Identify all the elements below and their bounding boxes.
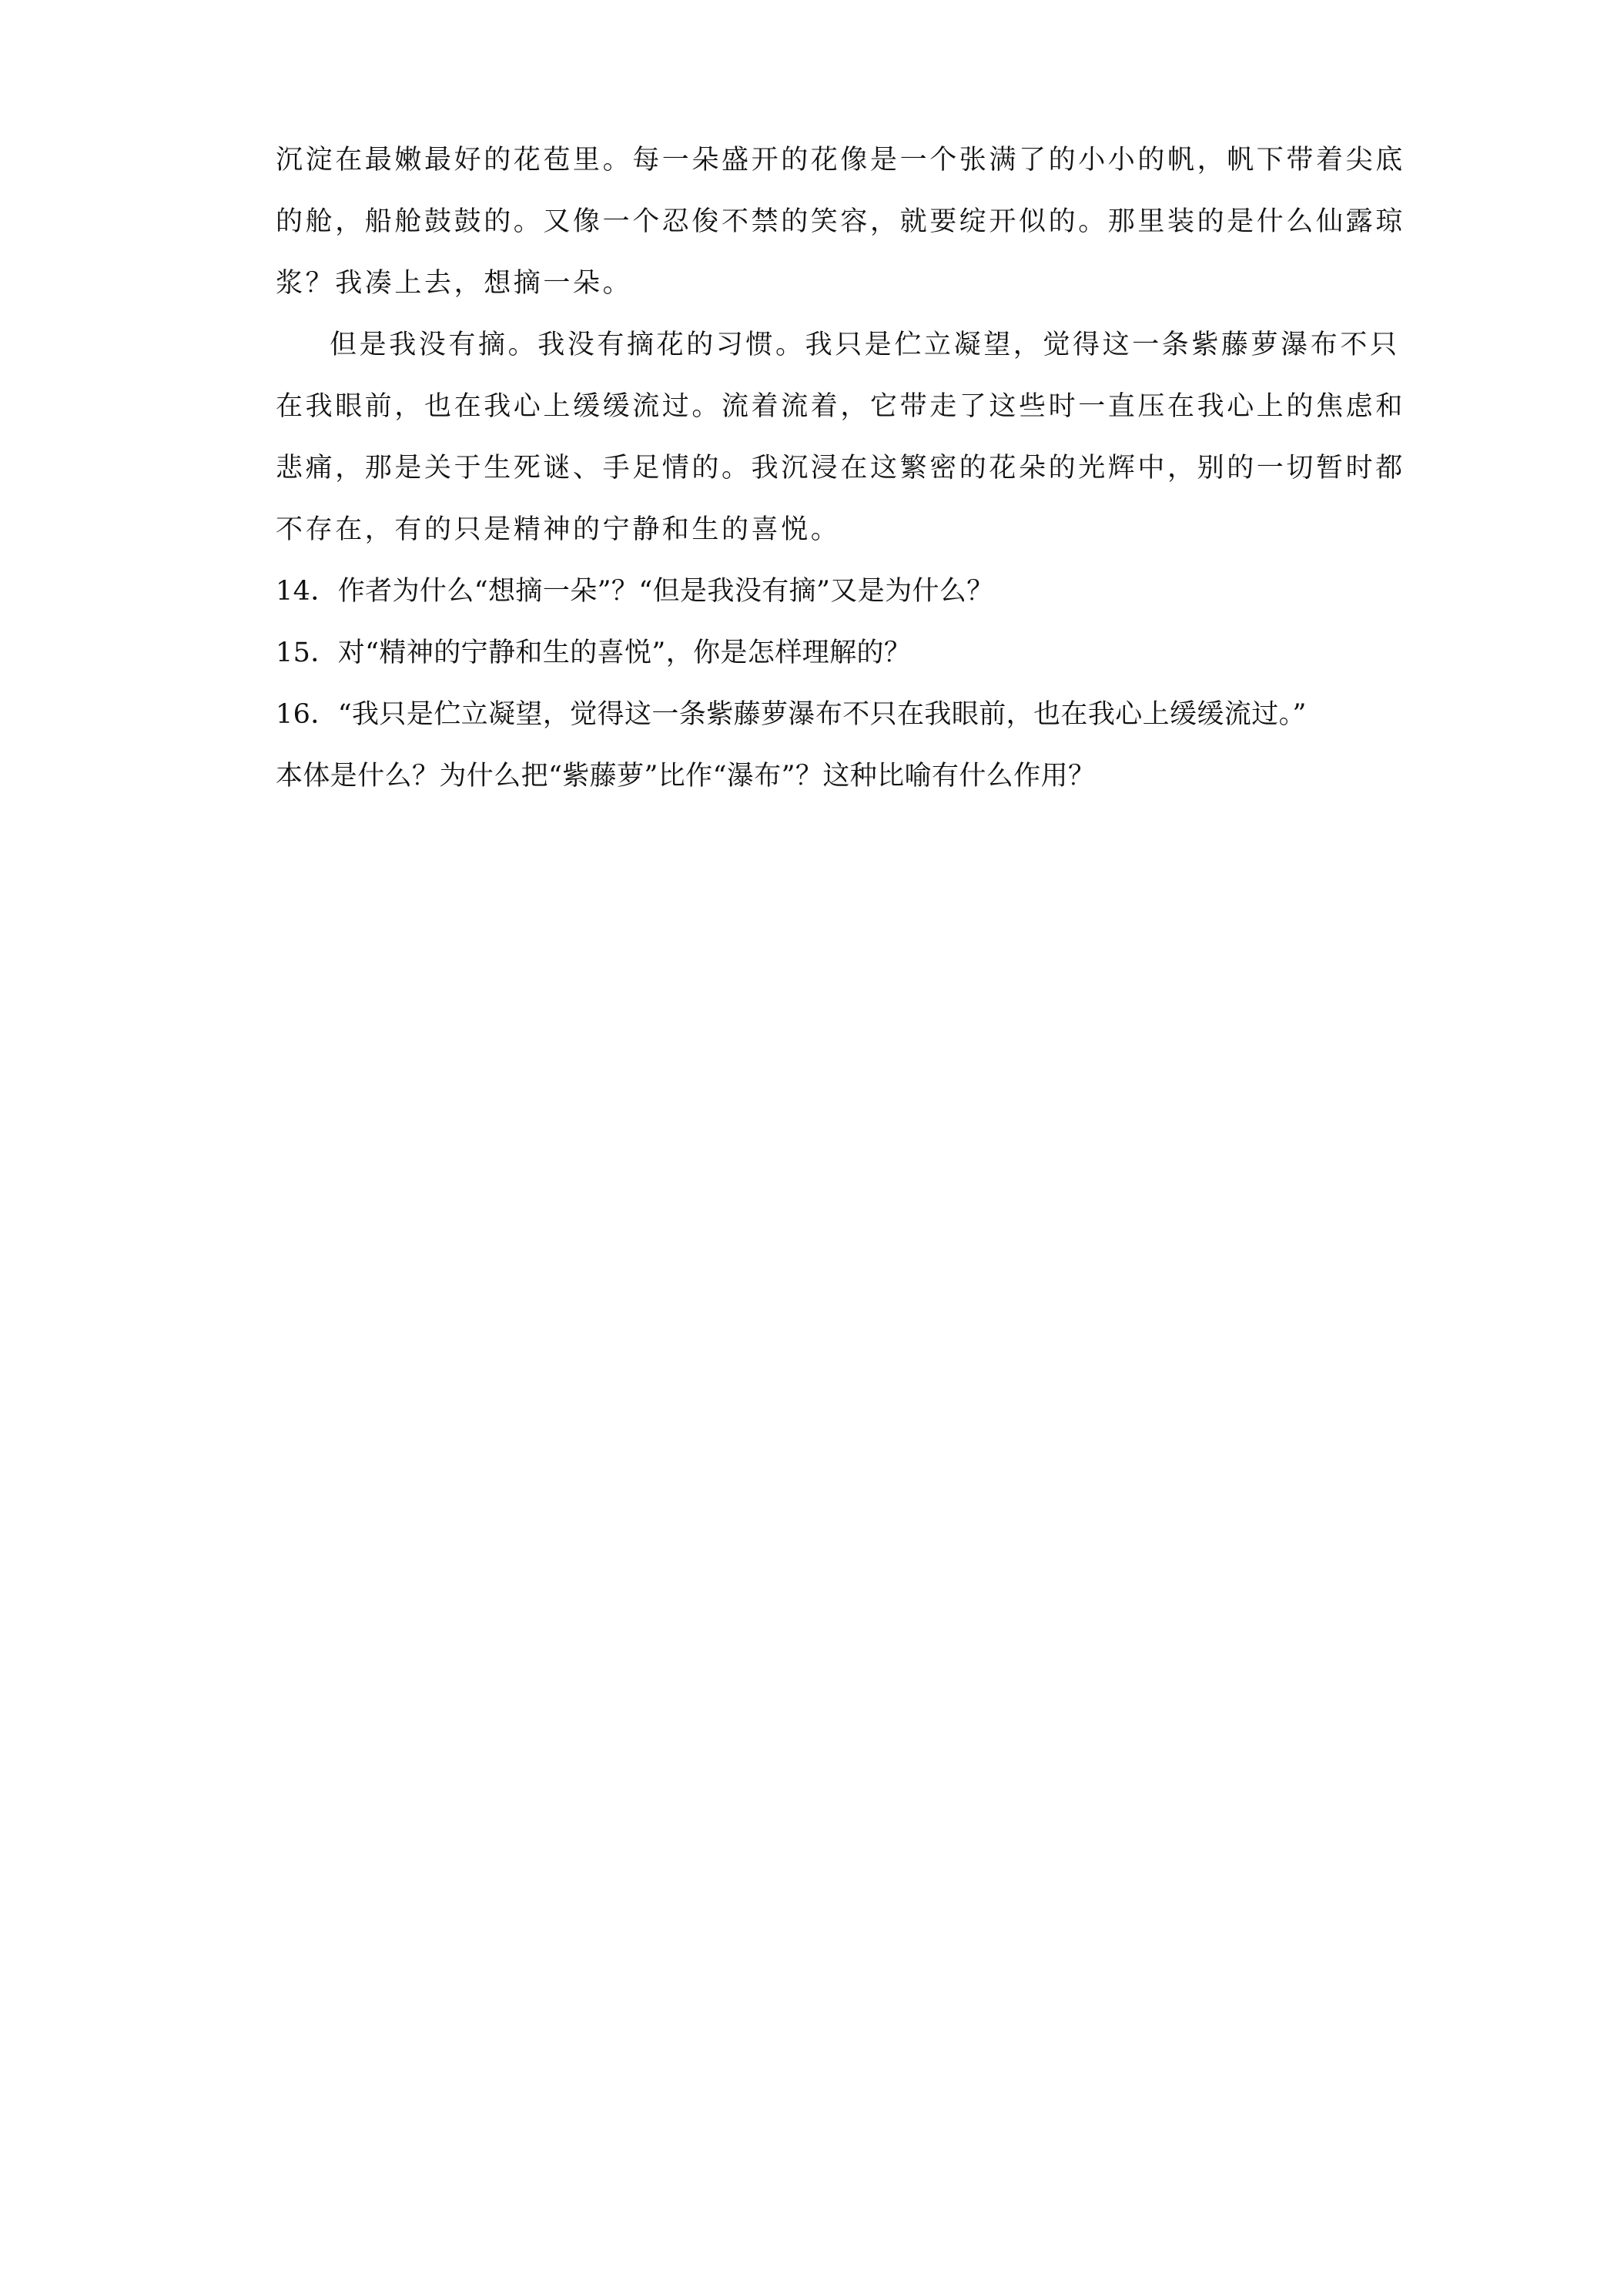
text-line: 沉淀在最嫩最好的花苞里。每一朵盛开的花像是一个张满了的小小的帆，帆下带着尖底 (276, 145, 1405, 176)
document-content (276, 129, 1405, 807)
text-line: 但是我没有摘。我没有摘花的习惯。我只是伫立凝望，觉得这一条紫藤萝瀑布不只 (330, 330, 1400, 360)
question-text: 15．对“精神的宁静和生的喜悦”，你是怎样理解的？ (276, 638, 912, 668)
question-text: 16．“我只是伫立凝望，觉得这一条紫藤萝瀑布不只在我眼前，也在我心上缓缓流过。” (276, 699, 1307, 730)
question-16 (276, 684, 1369, 807)
text-line: 的舱，船舱鼓鼓的。又像一个忍俊不禁的笑容，就要绽开似的。那里装的是什么仙露琼 (276, 206, 1405, 237)
question-text: 本体是什么？为什么把“紫藤萝”比作“瀑布”？这种比喻有什么作用？ (276, 761, 1096, 792)
text-line: 浆？我凑上去，想摘一朵。 (276, 268, 633, 299)
text-line: 悲痛，那是关于生死谜、手足情的。我沉浸在这繁密的花朵的光辉中，别的一切暂时都 (276, 453, 1405, 484)
question-text: 14．作者为什么“想摘一朵”？“但是我没有摘”又是为什么？ (276, 576, 994, 607)
questions (276, 561, 1369, 807)
passage-paragraph-2 (276, 314, 1405, 561)
question-14 (276, 561, 1369, 622)
text-line: 在我眼前，也在我心上缓缓流过。流着流着，它带走了这些时一直压在我心上的焦虑和 (276, 391, 1405, 422)
question-15 (276, 622, 1369, 684)
passage (276, 129, 1405, 561)
text-line: 不存在，有的只是精神的宁静和生的喜悦。 (276, 514, 841, 545)
passage-paragraph-1 (276, 129, 1405, 314)
